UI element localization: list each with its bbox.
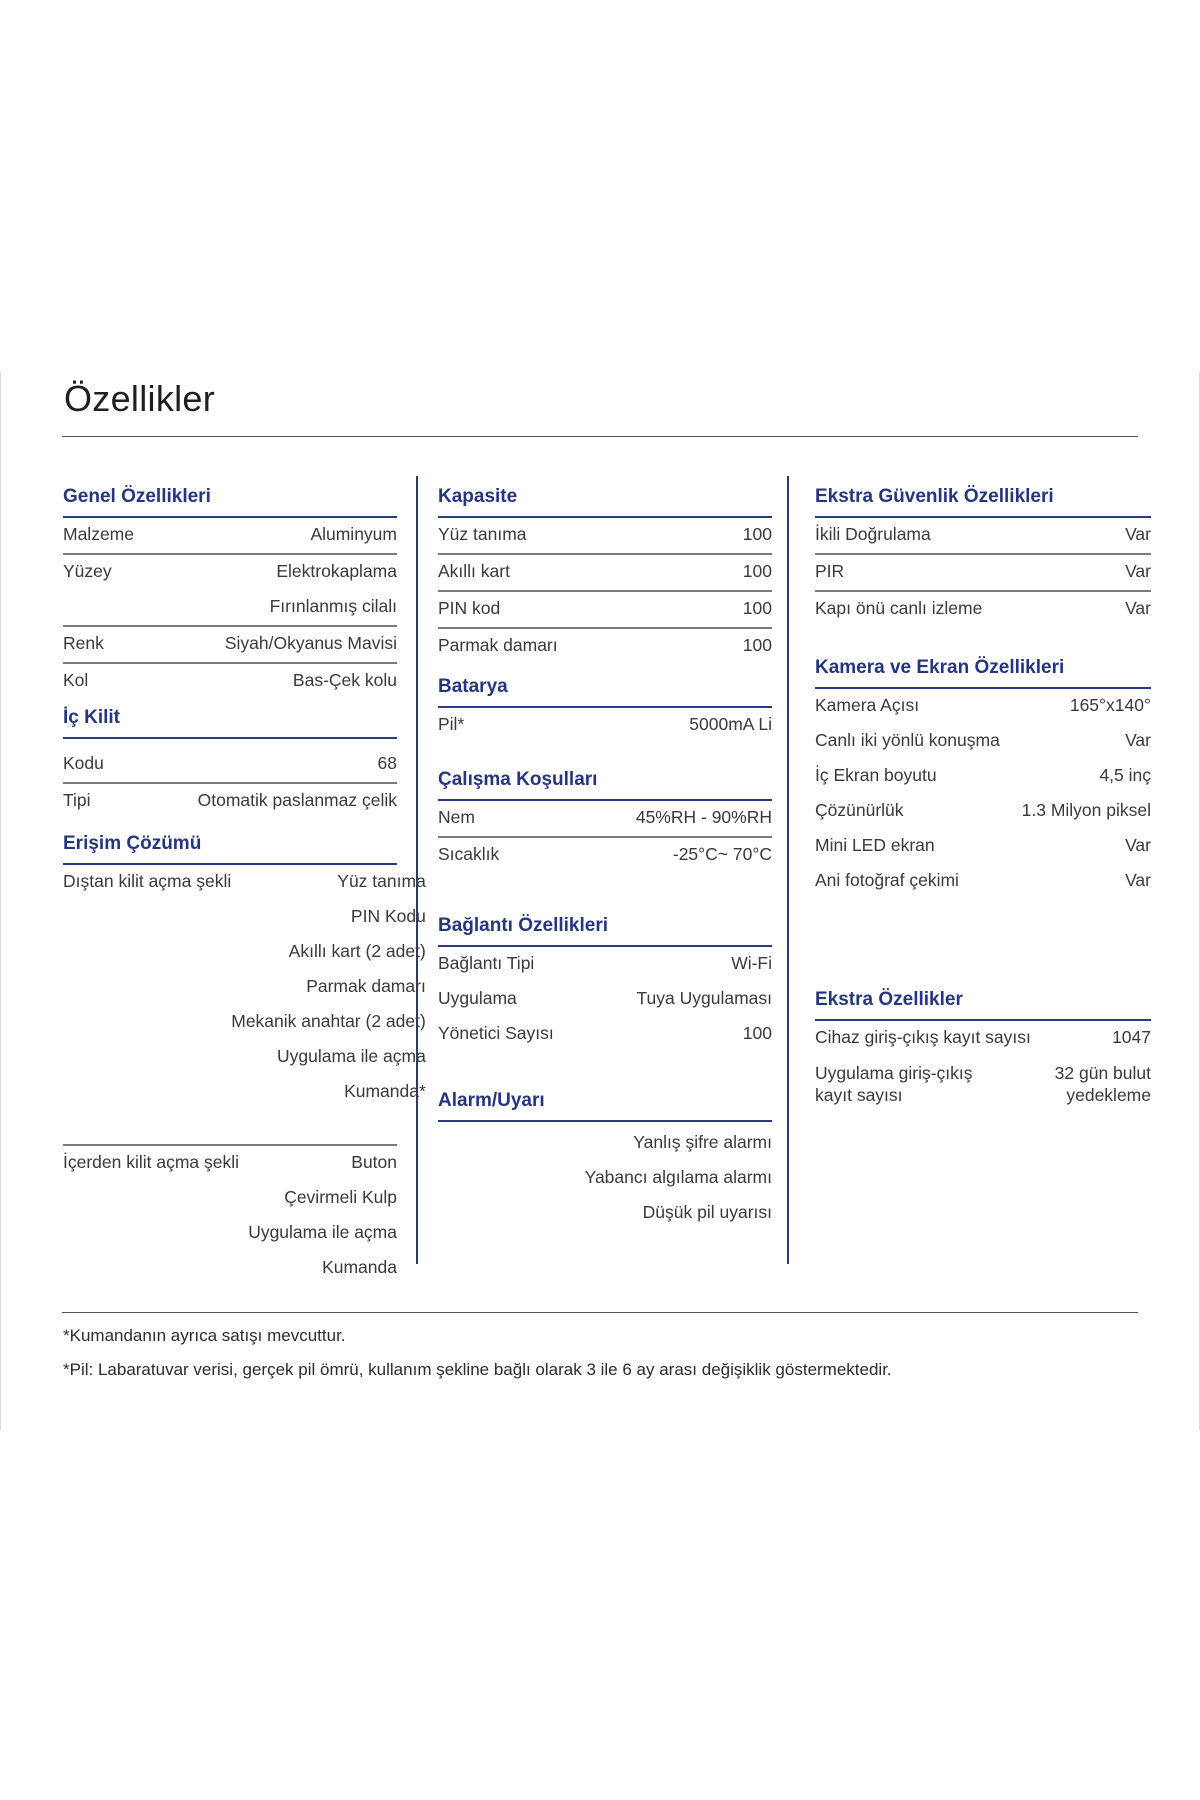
spec-label: Nem <box>438 807 475 827</box>
spec-row <box>63 627 397 664</box>
spec-row <box>815 864 1151 899</box>
page-title: Özellikler <box>64 378 216 419</box>
spec-value: 5000mA Li <box>689 714 772 734</box>
section-title: Kamera ve Ekran Özellikleri <box>815 649 1151 689</box>
spec-row <box>438 801 772 838</box>
spec-row <box>438 555 772 592</box>
spec-value: 100 <box>742 1023 772 1043</box>
spec-value: Elektrokaplama <box>276 561 397 581</box>
spec-value-list <box>231 871 426 1101</box>
spec-label: Kamera Açısı <box>815 695 920 715</box>
section-ic-kilit <box>63 699 397 819</box>
spec-value: 4,5 inç <box>1099 765 1151 785</box>
spec-label: Çözünürlük <box>815 800 904 820</box>
alarm-item: Düşük pil uyarısı <box>642 1202 772 1222</box>
column-3 <box>815 478 1151 1115</box>
spec-label: İkili Doğrulama <box>815 524 931 544</box>
section-title: Ekstra Güvenlik Özellikleri <box>815 478 1151 518</box>
spec-value: Var <box>1125 870 1151 890</box>
frame-left-edge <box>0 372 1 1430</box>
spec-row <box>63 555 397 627</box>
spec-value: Var <box>1125 835 1151 855</box>
spec-row <box>438 982 772 1017</box>
erisim-divider <box>63 1110 397 1146</box>
spec-row <box>438 518 772 555</box>
alarm-list <box>438 1122 772 1231</box>
spec-value: 165°x140° <box>1069 695 1151 715</box>
spec-value: 32 gün bulut yedekleme <box>1054 1063 1151 1105</box>
spec-label: Renk <box>63 633 104 653</box>
spec-row <box>438 592 772 629</box>
spec-value: 100 <box>742 561 772 581</box>
spec-value: Tuya Uygulaması <box>636 988 772 1008</box>
spec-label: Yüz tanıma <box>438 524 527 544</box>
spec-row-outside <box>63 865 426 1110</box>
spec-row <box>815 1056 1151 1115</box>
spec-row <box>438 947 772 982</box>
spec-label: İçerden kilit açma şekli <box>63 1152 240 1172</box>
section-baglanti <box>438 907 772 1052</box>
section-kamera <box>815 649 1151 899</box>
spec-label: Dıştan kilit açma şekli <box>63 871 232 891</box>
spec-value: Parmak damarı <box>306 976 426 996</box>
spec-label: Mini LED ekran <box>815 835 935 855</box>
section-kapasite <box>438 478 772 664</box>
spec-label: Kapı önü canlı izleme <box>815 598 983 618</box>
section-batarya <box>438 668 772 743</box>
spec-row <box>815 689 1151 724</box>
spec-value: Bas-Çek kolu <box>292 670 397 690</box>
section-ekstra-guvenlik <box>815 478 1151 627</box>
section-title: Alarm/Uyarı <box>438 1082 772 1122</box>
title-divider <box>62 436 1138 437</box>
spec-value: Otomatik paslanmaz çelik <box>197 790 397 810</box>
spec-value: 100 <box>742 635 772 655</box>
spec-value: Buton <box>351 1152 397 1172</box>
section-title: İç Kilit <box>63 699 397 739</box>
spec-row <box>815 759 1151 794</box>
spec-value: Fırınlanmış cilalı <box>269 596 397 616</box>
spec-row <box>815 794 1151 829</box>
alarm-item: Yabancı algılama alarmı <box>584 1167 772 1187</box>
spec-row <box>438 838 772 873</box>
spec-label: PIN kod <box>438 598 501 618</box>
spec-value: Var <box>1125 598 1151 618</box>
column-divider-1 <box>416 476 418 1264</box>
spec-label: Kol <box>63 670 89 690</box>
spec-label: Ani fotoğraf çekimi <box>815 870 959 890</box>
spec-value: Aluminyum <box>310 524 397 544</box>
section-erisim <box>63 825 426 1286</box>
spec-label: Canlı iki yönlü konuşma <box>815 730 1000 750</box>
spec-value: 45%RH - 90%RH <box>635 807 772 827</box>
spec-row <box>63 784 397 819</box>
spec-row <box>815 724 1151 759</box>
spec-label: Kodu <box>63 753 104 773</box>
footnote-battery: *Pil: Labaratuvar verisi, gerçek pil ömrü, kullanım şekline bağlı olarak 3 ile 6 ay arası değişiklik göstermektedir. <box>63 1360 892 1379</box>
spec-value: 1.3 Milyon piksel <box>1021 800 1151 820</box>
section-title: Genel Özellikleri <box>63 478 397 518</box>
spec-row <box>815 829 1151 864</box>
spec-value: 100 <box>742 598 772 618</box>
section-calisma <box>438 761 772 873</box>
spec-label: Malzeme <box>63 524 134 544</box>
spec-value: 1047 <box>1112 1027 1151 1047</box>
spec-label: Yönetici Sayısı <box>438 1023 554 1043</box>
spec-value: Çevirmeli Kulp <box>284 1187 397 1207</box>
spec-label: Akıllı kart <box>438 561 510 581</box>
section-title: Erişim Çözümü <box>63 825 397 865</box>
spec-value: Mekanik anahtar (2 adet) <box>231 1011 426 1031</box>
spec-row <box>438 1017 772 1052</box>
column-1 <box>63 478 426 1286</box>
spec-value: PIN Kodu <box>350 906 426 926</box>
section-title: Bağlantı Özellikleri <box>438 907 772 947</box>
spec-row-inside <box>63 1146 397 1286</box>
spec-label: Uygulama <box>438 988 517 1008</box>
spec-label: Tipi <box>63 790 91 810</box>
spec-label: Parmak damarı <box>438 635 558 655</box>
spec-row <box>438 629 772 664</box>
spec-value: Uygulama ile açma <box>277 1046 426 1066</box>
footnote-remote: *Kumandanın ayrıca satışı mevcuttur. <box>63 1326 346 1345</box>
spec-label: Yüzey <box>63 561 112 581</box>
spec-value-list <box>270 561 397 616</box>
spec-row <box>63 747 397 784</box>
section-ekstra <box>815 981 1151 1115</box>
footnote-divider <box>62 1312 1138 1313</box>
spec-value: Siyah/Okyanus Mavisi <box>224 633 397 653</box>
spec-row <box>63 518 397 555</box>
spec-value: -25°C~ 70°C <box>672 844 772 864</box>
spec-value: Var <box>1125 561 1151 581</box>
alarm-items <box>585 1132 772 1222</box>
spec-value: 100 <box>742 524 772 544</box>
section-genel <box>63 478 397 699</box>
section-title: Çalışma Koşulları <box>438 761 772 801</box>
spec-value-list <box>248 1152 397 1277</box>
spec-row <box>815 1021 1151 1056</box>
spec-value: Var <box>1125 524 1151 544</box>
spec-label: Uygulama giriş-çıkış kayıt sayısı <box>815 1063 973 1105</box>
spec-value: Kumanda* <box>344 1081 426 1101</box>
spec-value: Var <box>1125 730 1151 750</box>
spec-label: Pil* <box>438 714 465 734</box>
column-divider-2 <box>787 476 789 1264</box>
spec-value: Wi-Fi <box>731 953 772 973</box>
spec-value: 68 <box>377 753 397 773</box>
section-title: Ekstra Özellikler <box>815 981 1151 1021</box>
section-title: Kapasite <box>438 478 772 518</box>
spec-label: Bağlantı Tipi <box>438 953 535 973</box>
section-title: Batarya <box>438 668 772 708</box>
spec-label: Cihaz giriş-çıkış kayıt sayısı <box>815 1027 1031 1047</box>
spec-row <box>815 592 1151 627</box>
spec-label: Sıcaklık <box>438 844 500 864</box>
alarm-item: Yanlış şifre alarmı <box>633 1132 772 1152</box>
spec-row <box>63 664 397 699</box>
spec-row <box>815 555 1151 592</box>
spec-label: PIR <box>815 561 845 581</box>
section-alarm <box>438 1082 772 1231</box>
spec-value: Akıllı kart (2 adet) <box>288 941 426 961</box>
spec-value: Kumanda <box>322 1257 397 1277</box>
column-2 <box>438 478 772 1231</box>
spec-row <box>815 518 1151 555</box>
spec-row <box>438 708 772 743</box>
spec-value: Yüz tanıma <box>337 871 426 891</box>
spec-label: İç Ekran boyutu <box>815 765 937 785</box>
spec-value: Uygulama ile açma <box>248 1222 397 1242</box>
